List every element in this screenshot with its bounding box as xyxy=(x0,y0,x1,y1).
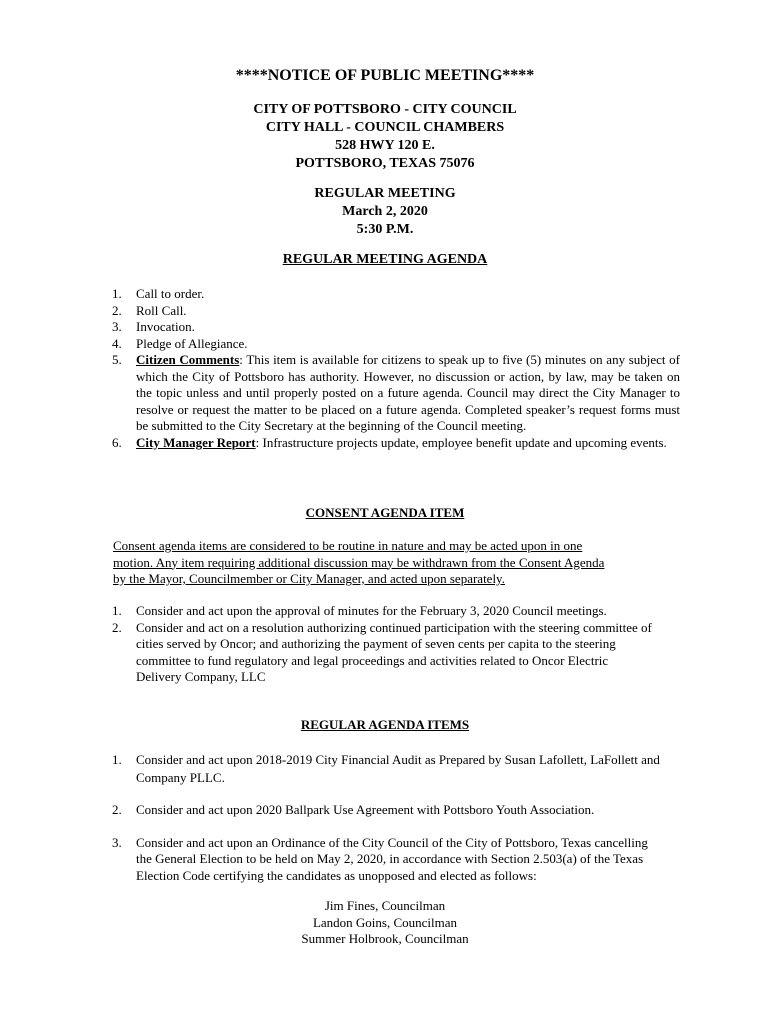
consent-heading: CONSENT AGENDA ITEM xyxy=(305,505,465,520)
regular-list xyxy=(112,751,660,884)
item-text: Consider and act upon an Ordinance of the City Council of the City of Pottsboro, Texas cancelling the General Election to be held on May 2, 2020, in accordance with Section 2.503(a) of the Texas Election Code certifying the candidates as unopposed and elected as follows: xyxy=(136,834,648,883)
item-number: 5. xyxy=(112,352,122,367)
item-label: Citizen Comments xyxy=(136,352,240,367)
agenda-heading: REGULAR MEETING AGENDA xyxy=(282,252,488,267)
street-address: 528 HWY 120 E. xyxy=(335,138,435,153)
item-text: Roll Call. xyxy=(136,302,187,318)
agenda-item xyxy=(112,336,680,353)
consent-intro xyxy=(113,538,653,588)
meeting-time: 5:30 P.M. xyxy=(356,222,414,237)
item-text: Consider and act upon 2018-2019 City Financial Audit as Prepared by Susan Lafollett, LaFollett and Company PLLC. xyxy=(136,752,660,785)
item-number: 4. xyxy=(112,335,122,351)
councilman-name: Landon Goins, Councilman xyxy=(312,914,458,930)
city-name: CITY OF POTTSBORO - CITY COUNCIL xyxy=(253,102,517,117)
councilman-name: Summer Holbrook, Councilman xyxy=(301,931,469,946)
item-number: 1. xyxy=(112,752,122,767)
item-text: Consider and act upon the approval of minutes for the February 3, 2020 Council meetings. xyxy=(136,603,607,618)
item-text: Pledge of Allegiance. xyxy=(136,335,248,351)
agenda-item xyxy=(112,435,680,452)
city-state-zip: POTTSBORO, TEXAS 75076 xyxy=(295,156,475,171)
consent-item xyxy=(112,603,652,620)
councilman-name: Jim Fines, Councilman xyxy=(324,898,446,913)
elected-names xyxy=(0,898,770,948)
item-number: 3. xyxy=(112,834,122,850)
regular-item xyxy=(112,751,660,787)
regular-item xyxy=(112,802,660,819)
venue: CITY HALL - COUNCIL CHAMBERS xyxy=(265,120,505,135)
consent-list xyxy=(112,603,652,686)
agenda-item xyxy=(112,303,680,320)
consent-intro-line: by the Mayor, Councilmember or City Manager, and acted upon separately. xyxy=(113,571,505,586)
item-number: 1. xyxy=(112,286,122,301)
item-text: : This item is available for citizens to speak up to five (5) minutes on any subject of which the City of Pottsboro has authority. However, no discussion or action, by law, may be taken on the topic unless and until properly posted on a future agenda. Council may direct the City Manager to resolve or request the matter to be placed on a future agenda. Completed speaker’s request forms must be submitted to the City Secretary at the beginning of the Council meeting. xyxy=(136,352,680,433)
consent-item xyxy=(112,620,652,686)
regular-items-heading: REGULAR AGENDA ITEMS xyxy=(300,717,470,732)
item-text: Consider and act on a resolution authorizing continued participation with the steering committee of cities served by Oncor; and authorizing the payment of seven cents per capita to the steering committee to fund regulatory and legal proceedings and activities related to Oncor Electric Delivery Company, LLC xyxy=(136,619,652,684)
notice-title: ****NOTICE OF PUBLIC MEETING**** xyxy=(235,67,535,84)
agenda-item xyxy=(112,286,680,303)
item-text: : Infrastructure projects update, employee benefit update and upcoming events. xyxy=(255,434,667,450)
meeting-type: REGULAR MEETING xyxy=(314,186,456,201)
item-text: Call to order. xyxy=(136,286,205,301)
item-number: 1. xyxy=(112,603,122,618)
item-number: 2. xyxy=(112,802,122,817)
agenda-list xyxy=(112,286,680,451)
item-number: 6. xyxy=(112,434,122,450)
item-number: 2. xyxy=(112,302,122,318)
item-text: Invocation. xyxy=(136,319,195,334)
consent-intro-line: Consent agenda items are considered to be routine in nature and may be acted upon in one xyxy=(113,538,583,553)
item-number: 3. xyxy=(112,319,122,334)
item-text: Consider and act upon 2020 Ballpark Use Agreement with Pottsboro Youth Association. xyxy=(136,802,595,817)
agenda-item xyxy=(112,319,680,336)
regular-item xyxy=(112,835,660,885)
item-number: 2. xyxy=(112,619,122,635)
agenda-item xyxy=(112,352,680,435)
consent-intro-line: motion. Any item requiring additional discussion may be withdrawn from the Consent Agenda xyxy=(113,554,605,570)
item-label: City Manager Report xyxy=(136,434,256,450)
meeting-date: March 2, 2020 xyxy=(342,204,428,219)
